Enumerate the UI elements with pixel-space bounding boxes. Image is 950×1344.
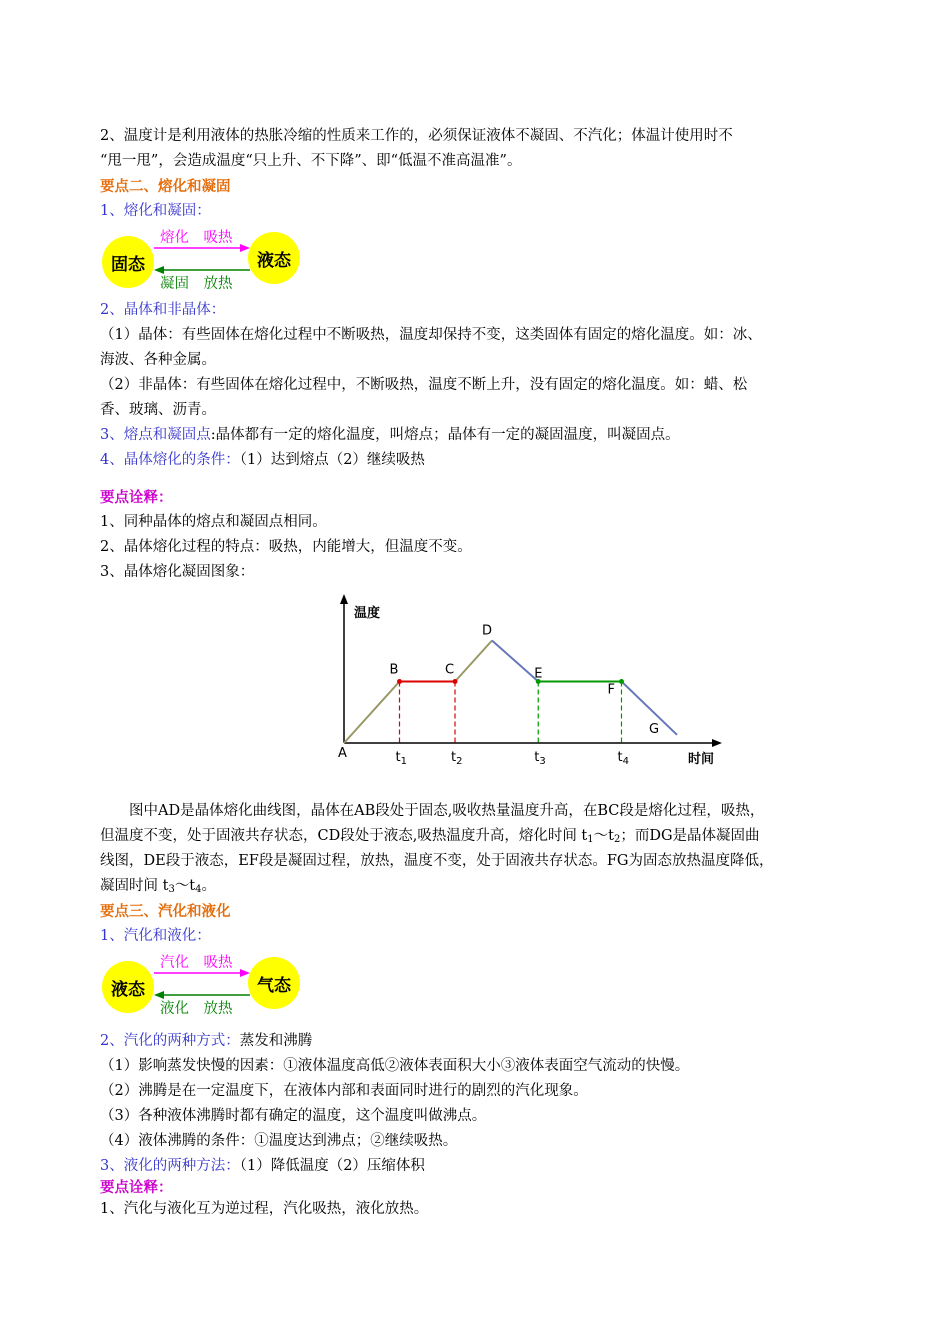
document-page bbox=[100, 124, 870, 1222]
text-line: 线图，DE段于液态，EF段是凝固过程，放热，温度不变，处于固液共存状态。FG为固态放热温度降低， bbox=[100, 853, 774, 869]
subsection-heading: 1、熔化和凝固： bbox=[100, 203, 211, 219]
text-line: 1、汽化与液化互为逆过程，汽化吸热，液化放热。 bbox=[100, 1201, 429, 1217]
text-line: 2、温度计是利用液体的热胀冷缩的性质来工作的，必须保证液体不凝固、不汽化；体温计使用时不 bbox=[100, 128, 733, 144]
point-label-A: A bbox=[338, 746, 347, 761]
x-axis-arrow bbox=[712, 739, 722, 747]
point-label-C: C bbox=[445, 662, 455, 678]
time-mark-t2: $t_2$ bbox=[451, 750, 463, 767]
text-line: （1）晶体：有些固体在熔化过程中不断吸热，温度却保持不变，这类固体有固定的熔化温度。如：冰、 bbox=[100, 327, 762, 343]
subsection-heading: 2、晶体和非晶体： bbox=[100, 302, 226, 318]
text-line: 海波、各种金属。 bbox=[100, 352, 216, 368]
segment-cd bbox=[455, 641, 492, 682]
right-state-circle: 液态 bbox=[248, 232, 300, 284]
forward-process-label: 熔化 吸热 bbox=[160, 230, 233, 246]
text-line: （1）影响蒸发快慢的因素：①液体温度高低②液体表面积大小③液体表面空气流动的快慢。 bbox=[100, 1058, 690, 1074]
vaporization-liquefaction-diagram bbox=[100, 951, 300, 1019]
subsection-label: 3、液化的两种方法： bbox=[100, 1158, 240, 1174]
y-axis-arrow bbox=[340, 594, 348, 604]
point-C bbox=[453, 679, 458, 684]
point-label-B: B bbox=[389, 662, 399, 678]
point-B bbox=[397, 679, 402, 684]
point-label-D: D bbox=[482, 623, 493, 639]
text-line: （3）各种液体沸腾时都有确定的温度，这个温度叫做沸点。 bbox=[100, 1108, 487, 1124]
time-mark-t4: $t_4$ bbox=[617, 750, 629, 767]
subsection-label: 4、晶体熔化的条件： bbox=[100, 452, 240, 468]
section-heading: 要点三、汽化和液化 bbox=[100, 903, 231, 920]
time-mark-t1: $t_1$ bbox=[395, 750, 407, 767]
text-line: （2）非晶体：有些固体在熔化过程中，不断吸热，温度不断上升，没有固定的熔化温度。如：蜡、松 bbox=[100, 377, 748, 393]
reverse-process-label: 凝固 放热 bbox=[160, 276, 233, 292]
text-line: （4）液体沸腾的条件：①温度达到沸点；②继续吸热。 bbox=[100, 1133, 458, 1149]
segment-ab bbox=[344, 682, 400, 744]
left-state-circle: 固态 bbox=[102, 236, 154, 288]
note-heading: 要点诠释： bbox=[100, 489, 173, 506]
note-heading: 要点诠释： bbox=[100, 1179, 173, 1196]
text-line: （2）沸腾是在一定温度下，在液体内部和表面同时进行的剧烈的汽化现象。 bbox=[100, 1083, 588, 1099]
process-arrows bbox=[100, 951, 300, 1019]
point-label-E: E bbox=[534, 666, 543, 682]
text-line: “甩一甩”，会造成温度“只上升、不下降”、即“低温不准高温准”。 bbox=[100, 153, 522, 169]
section-heading: 要点二、熔化和凝固 bbox=[100, 178, 231, 195]
subsection-label: 3、熔点和凝固点 bbox=[100, 427, 211, 443]
subsection-label: 2、汽化的两种方式： bbox=[100, 1033, 240, 1049]
right-state-circle: 气态 bbox=[248, 957, 300, 1009]
subsection-heading: 1、汽化和液化： bbox=[100, 928, 211, 944]
text-line: 1、同种晶体的熔点和凝固点相同。 bbox=[100, 514, 327, 530]
point-label-F: F bbox=[607, 682, 615, 698]
text-line: 凝固时间 $t_3\sim t_4$。 bbox=[100, 878, 217, 895]
time-mark-t3: $t_3$ bbox=[534, 750, 546, 767]
reverse-process-label: 液化 放热 bbox=[160, 1001, 233, 1017]
text-line: 3、熔点和凝固点:晶体都有一定的熔化温度，叫熔点；晶体有一定的凝固温度，叫凝固点。 bbox=[100, 427, 680, 443]
y-axis-label: 温度 bbox=[354, 606, 381, 621]
segment-de bbox=[492, 641, 538, 682]
point-F bbox=[619, 679, 624, 684]
text-line: 但温度不变，处于固液共存状态，CD段处于液态,吸热温度升高，熔化时间 $t_1\sim t_2$；而DG是晶体凝固曲 bbox=[100, 828, 760, 845]
forward-process-label: 汽化 吸热 bbox=[160, 955, 233, 971]
x-axis-label: 时间 bbox=[688, 752, 715, 767]
text-line: 3、晶体熔化凝固图象： bbox=[100, 564, 255, 580]
melting-solidification-diagram bbox=[100, 226, 300, 294]
point-label-G: G bbox=[649, 721, 660, 737]
text-line: 图中AD是晶体熔化曲线图，晶体在AB段处于固态,吸收热量温度升高，在BC段是熔化过程，吸热， bbox=[129, 803, 765, 819]
text-line: 3、液化的两种方法：（1）降低温度（2）压缩体积 bbox=[100, 1158, 425, 1174]
text-line: 2、汽化的两种方式：蒸发和沸腾 bbox=[100, 1033, 313, 1049]
text-line: 2、晶体熔化过程的特点：吸热，内能增大，但温度不变。 bbox=[100, 539, 472, 555]
text-line: 香、玻璃、沥青。 bbox=[100, 402, 216, 418]
text-line: 4、晶体熔化的条件：（1）达到熔点（2）继续吸热 bbox=[100, 452, 425, 468]
chart-svg bbox=[330, 591, 730, 791]
melting-solidification-chart bbox=[330, 591, 730, 791]
left-state-circle: 液态 bbox=[102, 961, 154, 1013]
process-arrows bbox=[100, 226, 300, 294]
